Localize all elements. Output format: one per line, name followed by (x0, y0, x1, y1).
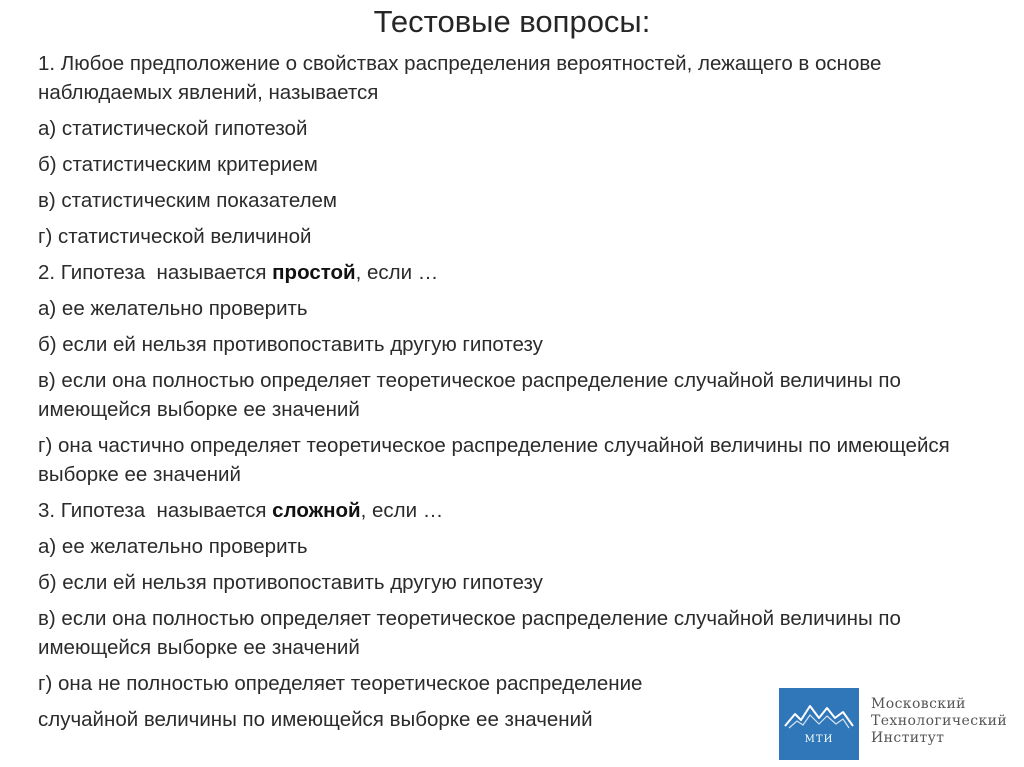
slide-title: Тестовые вопросы: (373, 4, 651, 39)
question-3-option-a: а) ее желательно проверить (38, 535, 308, 558)
institute-logo (779, 688, 1019, 760)
question-1-prefix: 1. Любое предположение о свойствах распределения вероятностей, лежащего в основе наблюдаемых явлений, называется (38, 52, 882, 104)
question-2 (38, 258, 1008, 489)
question-1-text (38, 49, 1008, 107)
question-2-prefix: 2. Гипотеза называется (38, 261, 273, 284)
question-1 (38, 49, 1008, 251)
logo-name-line-3: Институт (871, 730, 945, 746)
logo-name-line-1: Московский (871, 696, 966, 712)
question-3-option-g-continued: случайной величины по имеющейся выборке ее значений (38, 708, 593, 731)
question-3-option-b: б) если ей нельзя противопоставить другую гипотезу (38, 571, 543, 594)
question-list (38, 49, 1008, 741)
question-1-option-b: б) статистическим критерием (38, 153, 318, 176)
mountains-icon (779, 688, 859, 760)
question-3-prefix: 3. Гипотеза называется (38, 499, 273, 522)
question-2-text (38, 258, 1008, 287)
question-3-text (38, 496, 1008, 525)
question-2-keyword: простой (272, 261, 356, 284)
logo-name-line-2: Технологический (871, 713, 1008, 729)
question-1-option-a: а) статистической гипотезой (38, 117, 308, 140)
question-3-keyword: сложной (272, 499, 361, 522)
question-2-option-b: б) если ей нельзя противопоставить другую гипотезу (38, 333, 543, 356)
question-2-suffix: , если … (355, 261, 439, 284)
question-3-option-g: г) она не полностью определяет теоретическое распределение (38, 672, 643, 695)
question-1-option-v: в) статистическим показателем (38, 189, 338, 212)
question-2-option-v: в) если она полностью определяет теоретическое распределение случайной величины по имеющейся выборке ее значений (38, 369, 901, 421)
question-1-option-g: г) статистической величиной (38, 225, 312, 248)
logo-institute-name (871, 696, 1007, 747)
question-2-option-g: г) она частично определяет теоретическое распределение случайной величины по имеющейся выборке ее значений (38, 434, 950, 486)
logo-abbreviation: МТИ (804, 734, 834, 745)
logo-emblem (779, 688, 859, 760)
question-3-suffix: , если … (360, 499, 444, 522)
question-3-option-v: в) если она полностью определяет теоретическое распределение случайной величины по имеющейся выборке ее значений (38, 607, 901, 659)
question-2-option-a: а) ее желательно проверить (38, 297, 308, 320)
